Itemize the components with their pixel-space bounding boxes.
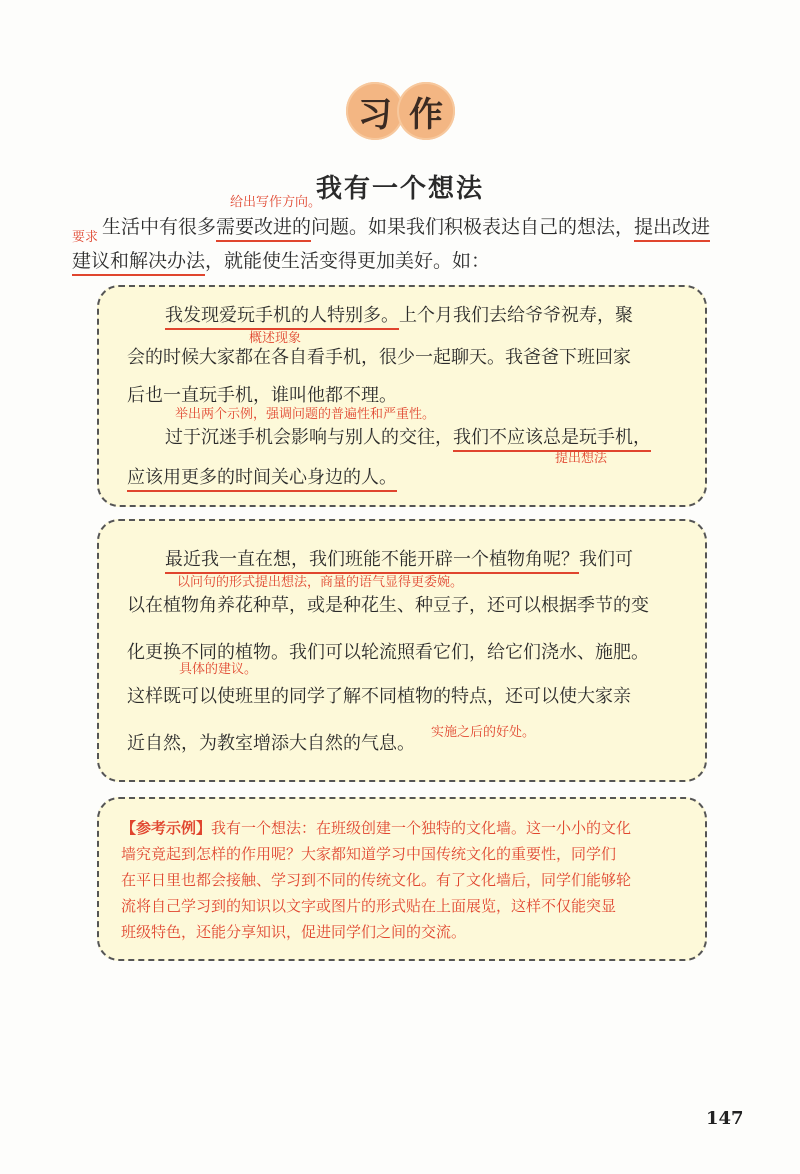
- ex2-line-4: 这样既可以使班里的同学了解不同植物的特点，还可以使大家亲: [127, 686, 631, 707]
- ex3-line-5: 班级特色，还能分享知识，促进同学们之间的交流。: [121, 923, 467, 941]
- ex2-line-3: 化更换不同的植物。我们可以轮流照看它们，给它们浇水、施肥。: [127, 642, 649, 663]
- badge-char-xi: 习: [346, 82, 404, 140]
- intro-highlight: 建议和解决办法: [72, 250, 205, 276]
- note-requirement: 要求: [72, 230, 99, 245]
- intro-highlight: 需要改进的: [216, 216, 311, 242]
- ex3-line-2: 墙究竟起到怎样的作用呢？大家都知道学习中国传统文化的重要性，同学们: [121, 845, 617, 863]
- ex1-line-3: 后也一直玩手机，谁叫他都不理。: [127, 385, 397, 406]
- ex1-text: 上个月我们去给爷爷祝寿，聚: [399, 305, 633, 326]
- ex1-line-2: 会的时候大家都在各自看手机，很少一起聊天。我爸爸下班回家: [127, 347, 631, 368]
- note-direction: 给出写作方向。: [230, 195, 322, 210]
- ex3-line-4: 流将自己学习到的知识以文字或图片的形式贴在上面展览，这样不仅能突显: [121, 897, 617, 915]
- ex1-highlight: 我们不应该总是玩手机，: [453, 427, 651, 452]
- ex1-line-5: [127, 463, 397, 489]
- intro-line-1: [102, 212, 742, 239]
- ex2-text: 我们可: [579, 549, 633, 570]
- page-title: 我有一个想法: [315, 174, 484, 204]
- ex2-note-1: 以问句的形式提出想法，商量的语气显得更委婉。: [177, 575, 464, 590]
- ex2-highlight: 最近我一直在想，我们班能不能开辟一个植物角呢？: [165, 549, 579, 574]
- ex1-line-1: [165, 301, 633, 327]
- ex1-text: 过于沉迷手机会影响与别人的交往，: [165, 427, 453, 448]
- ex1-line-4: [165, 423, 651, 449]
- page-number: 147: [706, 1108, 744, 1129]
- example-box-1: [97, 285, 707, 507]
- example-box-3: [97, 797, 707, 961]
- ex3-line-1: [121, 817, 631, 838]
- ex2-note-2: 具体的建议。: [179, 662, 258, 677]
- intro-highlight: 提出改进: [634, 216, 710, 242]
- intro-text: ，就能使生活变得更加美好。如：: [205, 250, 491, 272]
- ex2-note-3: 实施之后的好处。: [431, 725, 536, 740]
- ex1-highlight: 我发现爱玩手机的人特别多。: [165, 305, 399, 330]
- ex3-text: 我有一个想法：在班级创建一个独特的文化墙。这一小小的文化: [211, 819, 632, 837]
- intro-text: 问题。如果我们积极表达自己的想法，: [311, 216, 635, 238]
- ex1-note-3: 提出想法: [555, 451, 608, 466]
- ex3-line-3: 在平日里也都会接触、学习到不同的传统文化。有了文化墙后，同学们能够轮: [121, 871, 632, 889]
- ex2-line-2: 以在植物角养花种草，或是种花生、种豆子，还可以根据季节的变: [127, 595, 649, 616]
- badge-char-zuo: 作: [397, 82, 455, 140]
- example-box-2: [97, 519, 707, 782]
- ex1-highlight: 应该用更多的时间关心身边的人。: [127, 467, 397, 492]
- ex3-label: 【参考示例】: [121, 819, 212, 837]
- ex1-note-2: 举出两个示例，强调问题的普遍性和严重性。: [175, 407, 436, 422]
- ex2-line-1: [165, 545, 633, 571]
- ex1-note-1: 概述现象: [249, 331, 302, 346]
- intro-text: 生活中有很多: [102, 216, 217, 238]
- intro-line-2: [72, 246, 712, 273]
- ex2-line-5: 近自然，为教室增添大自然的气息。: [127, 733, 415, 754]
